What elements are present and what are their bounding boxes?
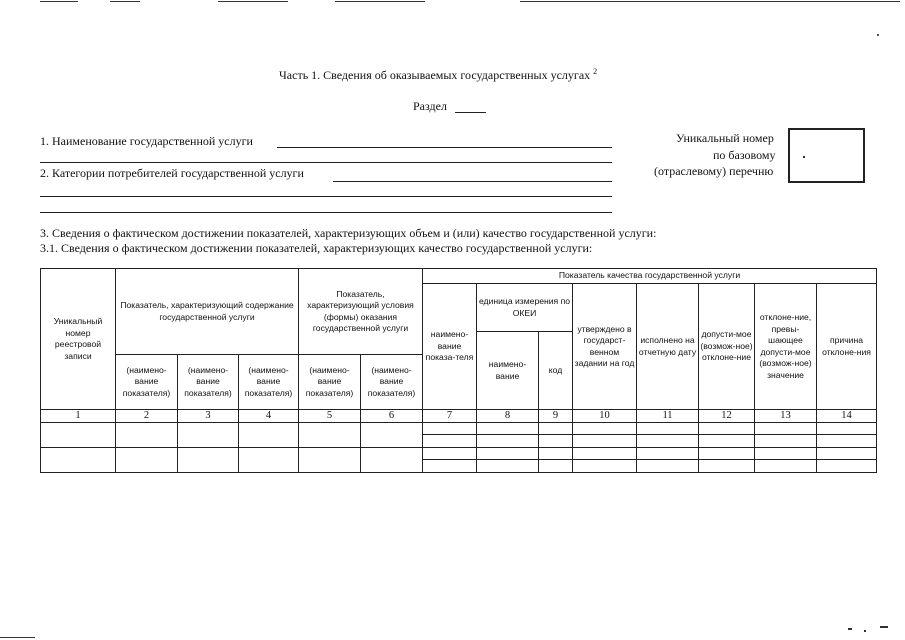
service-name-label: 1. Наименование государственной услуги — [40, 134, 253, 148]
col-num: 5 — [299, 410, 361, 423]
scan-artifact — [40, 1, 78, 2]
table-cell[interactable] — [699, 435, 755, 448]
section-label: Раздел — [413, 99, 447, 113]
table-cell[interactable] — [41, 423, 116, 448]
col-num: 11 — [637, 410, 699, 423]
header-exceeding-deviation: отклоне-ние, превы-шающее допусти-мое (возмож-ное) значение — [755, 284, 817, 410]
table-cell[interactable] — [755, 423, 817, 435]
col-num: 6 — [361, 410, 423, 423]
header-unit-code: код — [539, 332, 573, 410]
table-cell[interactable] — [116, 423, 178, 448]
scan-artifact — [0, 637, 35, 638]
table-cell[interactable] — [361, 423, 423, 448]
scan-artifact — [520, 1, 900, 2]
col-num: 13 — [755, 410, 817, 423]
scan-artifact — [335, 1, 425, 2]
part-title-footnote: 2 — [593, 67, 598, 76]
header-unit-okei: единица измерения по ОКЕИ — [477, 284, 573, 332]
sub-header-content-3: (наимено-вание показателя) — [239, 355, 299, 410]
table-cell[interactable] — [573, 435, 637, 448]
scan-artifact — [848, 628, 852, 630]
header-indicator-name: наимено-вание показа-теля — [423, 284, 477, 410]
unique-number-line2: по базовому — [713, 148, 776, 162]
table-cell[interactable] — [573, 423, 637, 435]
col-num: 7 — [423, 410, 477, 423]
table-cell[interactable] — [361, 448, 423, 473]
header-unit-name: наимено-вание — [477, 332, 539, 410]
header-approved: утверждено в государст-венном задании на год — [573, 284, 637, 410]
header-registry-number: Уникальный номер реестровой записи — [41, 269, 116, 410]
scan-artifact — [880, 626, 888, 628]
col-num: 3 — [178, 410, 239, 423]
sub-header-content-1: (наимено-вание показателя) — [116, 355, 178, 410]
table-cell[interactable] — [477, 460, 539, 473]
part-title-text: Часть 1. Сведения об оказываемых государственных услугах — [279, 68, 591, 82]
table-cell[interactable] — [41, 448, 116, 473]
table-cell[interactable] — [178, 423, 239, 448]
scan-artifact — [110, 1, 140, 2]
table-cell[interactable] — [423, 423, 477, 435]
table-row — [41, 423, 877, 435]
table-cell[interactable] — [699, 423, 755, 435]
col-num: 2 — [116, 410, 178, 423]
col-num: 8 — [477, 410, 539, 423]
table-cell[interactable] — [423, 448, 477, 460]
table-cell[interactable] — [477, 423, 539, 435]
consumers-field-line2[interactable] — [40, 196, 612, 197]
table-cell[interactable] — [239, 448, 299, 473]
quality-indicators-table — [40, 268, 877, 473]
table-cell[interactable] — [699, 448, 755, 460]
section-number-field[interactable] — [455, 112, 486, 113]
consumers-label: 2. Категории потребителей государственной услуги — [40, 166, 304, 180]
header-conditions-indicator: Показатель, характеризующий условия (формы) оказания государственной услуги — [299, 269, 423, 355]
table-cell[interactable] — [116, 448, 178, 473]
unique-number-line3: (отраслевому) перечню — [654, 164, 774, 178]
table-cell[interactable] — [817, 448, 877, 460]
table-cell[interactable] — [239, 423, 299, 448]
sub-header-content-2: (наимено-вание показателя) — [178, 355, 239, 410]
table-cell[interactable] — [573, 448, 637, 460]
table-cell[interactable] — [817, 423, 877, 435]
table-cell[interactable] — [637, 460, 699, 473]
scan-artifact — [218, 1, 288, 2]
col-num: 14 — [817, 410, 877, 423]
header-allowed-deviation: допусти-мое (возмож-ное) отклоне-ние — [699, 284, 755, 410]
table-cell[interactable] — [637, 423, 699, 435]
table-cell[interactable] — [699, 460, 755, 473]
table-cell[interactable] — [539, 460, 573, 473]
table-cell[interactable] — [539, 435, 573, 448]
column-numbers-row — [41, 410, 877, 423]
scan-dot — [803, 156, 805, 158]
col-num: 12 — [699, 410, 755, 423]
table-cell[interactable] — [178, 448, 239, 473]
table-cell[interactable] — [637, 448, 699, 460]
section-3-title: 3. Сведения о фактическом достижении показателей, характеризующих объем и (или) качество государственной услуги: — [40, 226, 657, 240]
unique-number-box[interactable] — [788, 128, 865, 183]
table-cell[interactable] — [637, 435, 699, 448]
service-name-field[interactable] — [277, 147, 612, 148]
table-cell[interactable] — [755, 435, 817, 448]
unique-number-line1: Уникальный номер — [676, 131, 774, 145]
sub-header-conditions-2: (наимено-вание показателя) — [361, 355, 423, 410]
sub-header-conditions-1: (наимено-вание показателя) — [299, 355, 361, 410]
consumers-field[interactable] — [333, 181, 612, 182]
header-deviation-reason: причина отклоне-ния — [817, 284, 877, 410]
table-cell[interactable] — [755, 460, 817, 473]
scan-artifact — [864, 630, 866, 632]
table-cell[interactable] — [423, 460, 477, 473]
table-cell[interactable] — [423, 435, 477, 448]
header-content-indicator: Показатель, характеризующий содержание государственной услуги — [116, 269, 299, 355]
col-num: 1 — [41, 410, 116, 423]
table-cell[interactable] — [539, 448, 573, 460]
table-cell[interactable] — [817, 460, 877, 473]
table-cell[interactable] — [477, 435, 539, 448]
col-num: 4 — [239, 410, 299, 423]
table-cell[interactable] — [299, 448, 361, 473]
table-cell[interactable] — [573, 460, 637, 473]
col-num: 10 — [573, 410, 637, 423]
consumers-field-line3[interactable] — [40, 212, 612, 213]
table-cell[interactable] — [299, 423, 361, 448]
table-cell[interactable] — [817, 435, 877, 448]
table-cell[interactable] — [755, 448, 817, 460]
part-title — [279, 67, 597, 83]
header-done: исполнено на отчетную дату — [637, 284, 699, 410]
service-name-field-line2[interactable] — [40, 162, 612, 163]
table-cell[interactable] — [539, 423, 573, 435]
col-num: 9 — [539, 410, 573, 423]
section-3-1-title: 3.1. Сведения о фактическом достижении показателей, характеризующих качество государственной услуги: — [40, 241, 593, 255]
table-cell[interactable] — [477, 448, 539, 460]
header-quality-indicator: Показатель качества государственной услуги — [423, 269, 877, 284]
table-row — [41, 448, 877, 460]
scan-artifact — [877, 34, 879, 36]
